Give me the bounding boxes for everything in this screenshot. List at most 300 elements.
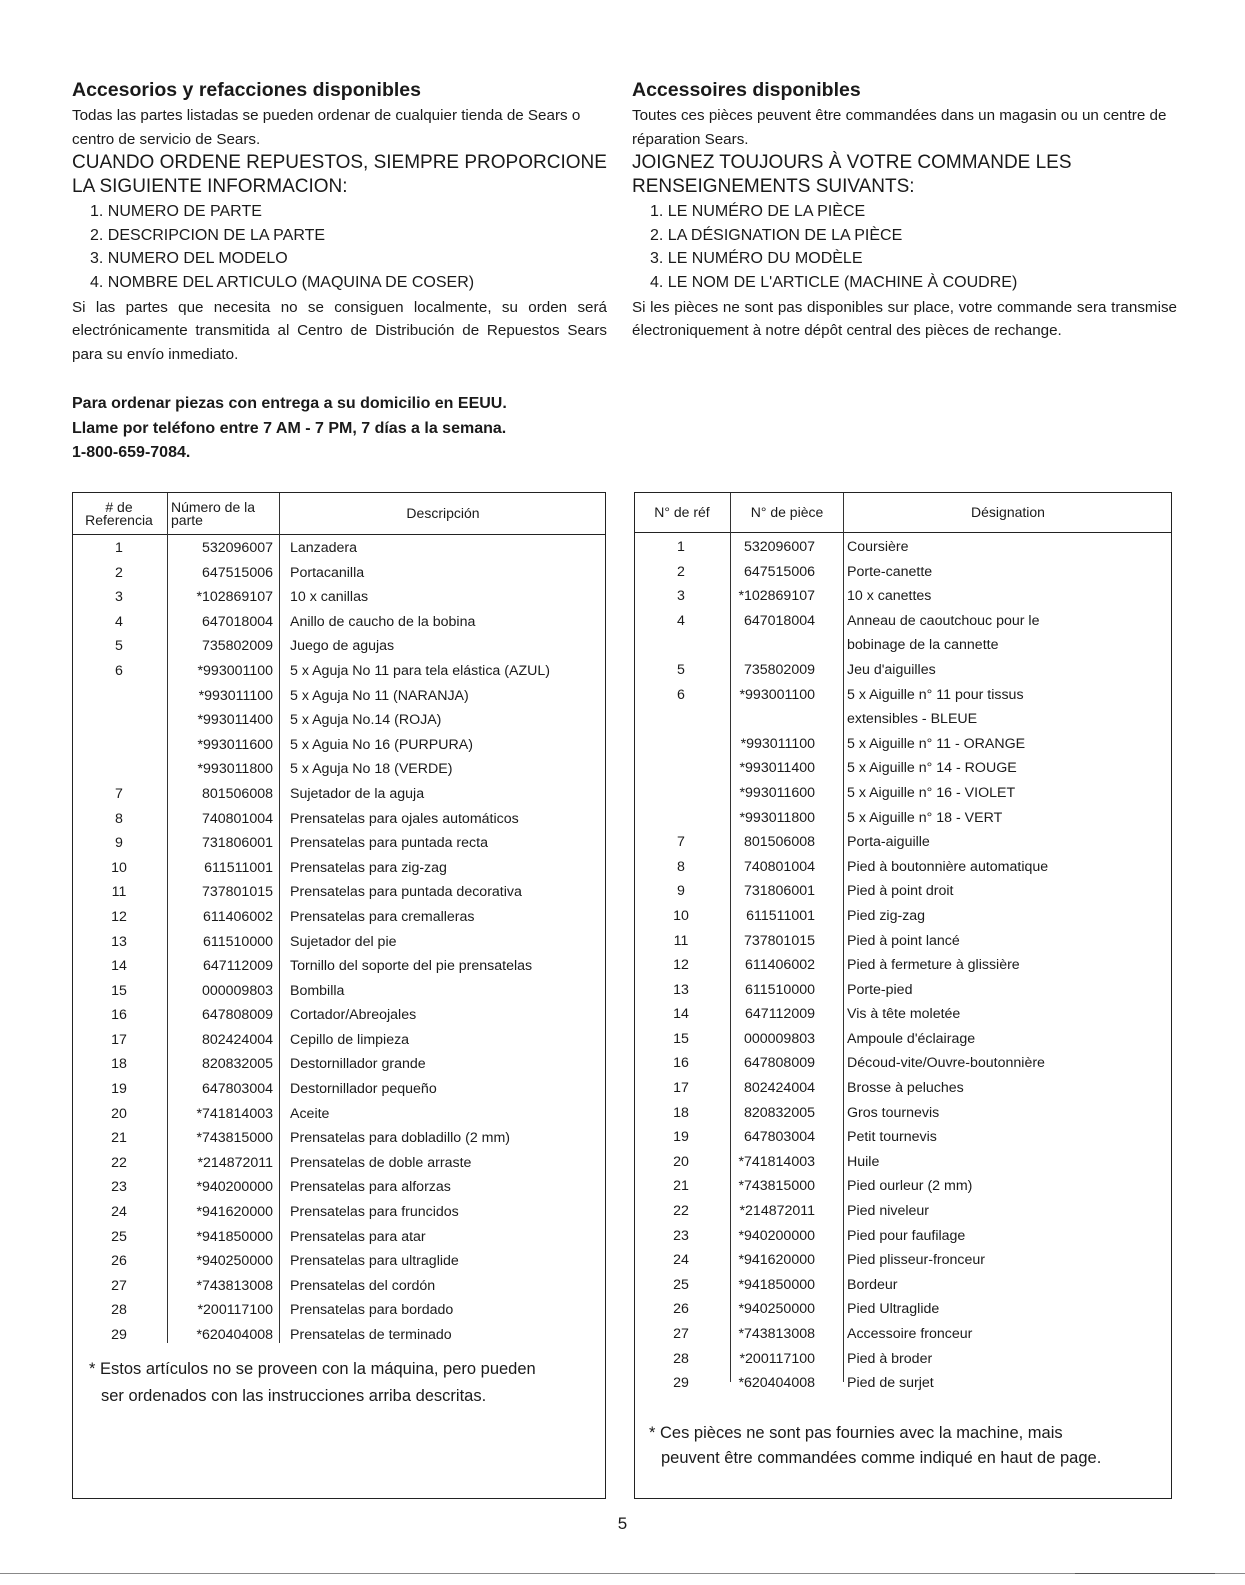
list-item: 1. LE NUMÉRO DE LA PIÈCE (650, 203, 866, 221)
table-row (635, 1002, 1171, 1027)
part-number-cell: 731806001 (201, 835, 273, 852)
description-cell: Juego de agujas (290, 638, 395, 655)
reference-cell: 3 (115, 589, 123, 606)
french-caps-instruction: JOIGNEZ TOUJOURS À VOTRE COMMANDE LES RENSEIGNEMENTS SUIVANTS: (632, 152, 1072, 198)
french-info-list (632, 200, 1177, 294)
part-number-cell: *993001100 (739, 686, 815, 703)
reference-cell: 9 (677, 883, 685, 900)
table-row (635, 1051, 1171, 1076)
spanish-parts-table (72, 492, 606, 1499)
table-row (73, 905, 605, 930)
description-cell: Prensatelas para puntada decorativa (290, 884, 522, 901)
part-number-cell: *941850000 (196, 1228, 273, 1245)
description-cell: Petit tournevis (847, 1129, 937, 1146)
reference-cell: 25 (673, 1276, 689, 1293)
table-row (635, 1322, 1171, 1347)
reference-cell: 14 (673, 1006, 689, 1023)
table-row (635, 806, 1171, 831)
part-number-cell: 820832005 (201, 1056, 273, 1073)
table-row (635, 904, 1171, 929)
description-cell: Pied ourleur (2 mm) (847, 1178, 973, 1195)
table-row (635, 1174, 1171, 1199)
header-reference: # de Referencia (85, 498, 153, 528)
table-row (635, 1371, 1171, 1396)
reference-cell: 5 (677, 661, 685, 678)
reference-cell: 18 (111, 1056, 127, 1073)
reference-cell: 7 (115, 785, 123, 802)
part-number-cell: 647515006 (743, 563, 815, 580)
reference-cell: 13 (111, 933, 127, 950)
french-footnote (649, 1421, 1101, 1471)
description-cell: Sujetador del pie (290, 933, 397, 950)
part-number-cell: *741814003 (738, 1153, 815, 1170)
reference-cell: 10 (111, 859, 127, 876)
part-number-cell: 735802009 (743, 661, 815, 678)
part-number-cell: *214872011 (197, 1154, 273, 1171)
description-cell: Pied à fermeture à glissière (847, 957, 1020, 974)
header-description: Descripción (406, 505, 480, 521)
reference-cell: 8 (677, 858, 685, 875)
table-row (635, 929, 1171, 954)
description-cell: 5 x Aiguille n° 14 - ROUGE (847, 760, 1017, 777)
part-number-cell: *940250000 (196, 1253, 273, 1270)
reference-cell: 17 (673, 1080, 689, 1097)
table-row (73, 1200, 605, 1225)
order-line: Llame por teléfono entre 7 AM - 7 PM, 7 días a la semana. (72, 419, 507, 437)
table-row (73, 1175, 605, 1200)
list-item: 4. NOMBRE DEL ARTICULO (MAQUINA DE COSER) (90, 273, 475, 291)
part-number-cell: *993001100 (197, 662, 273, 679)
part-number-cell: *993011400 (739, 760, 815, 777)
table-row (635, 1101, 1171, 1126)
reference-cell: 1 (115, 540, 123, 556)
reference-cell: 1 (677, 539, 685, 555)
description-cell: Pied à boutonnière automatique (847, 858, 1049, 875)
table-row (73, 1274, 605, 1299)
part-number-cell: *993011800 (197, 761, 273, 778)
spanish-caps-instruction: CUANDO ORDENE REPUESTOS, SIEMPRE PROPORCIONE LA SIGUIENTE INFORMACION: (72, 152, 607, 198)
part-number-cell: *940200000 (738, 1227, 815, 1244)
description-cell: Bordeur (847, 1276, 898, 1293)
reference-cell: 19 (111, 1081, 127, 1098)
part-number-cell: 740801004 (201, 810, 273, 827)
list-item: 2. DESCRIPCION DE LA PARTE (90, 226, 326, 244)
table-row (73, 1077, 605, 1102)
description-cell: 5 x Aguja No 11 para tela elástica (AZUL) (290, 662, 550, 679)
description-cell: 10 x canettes (847, 588, 932, 605)
table-row (73, 536, 605, 561)
reference-cell: 24 (111, 1204, 127, 1221)
header-reference: N° de réf (654, 504, 710, 520)
reference-cell: 4 (115, 613, 123, 630)
part-number-cell: *993011600 (739, 784, 815, 801)
french-intro: Toutes ces pièces peuvent être commandées dans un magasin ou un centre de réparation Sears. (632, 107, 1167, 148)
description-cell: Prensatelas para dobladillo (2 mm) (290, 1130, 511, 1147)
part-number-cell: *743815000 (738, 1178, 815, 1195)
reference-cell: 21 (111, 1130, 127, 1147)
table-row (73, 610, 605, 635)
description-cell: Tornillo del soporte del pie prensatelas (290, 958, 533, 975)
table-row (73, 733, 605, 758)
part-number-cell: 532096007 (201, 540, 273, 556)
table-row (73, 561, 605, 586)
reference-cell: 13 (673, 981, 689, 998)
description-cell: Pied de surjet (847, 1375, 934, 1392)
reference-cell: 17 (111, 1031, 127, 1048)
reference-cell: 19 (673, 1129, 689, 1146)
table-row (73, 634, 605, 659)
reference-cell: 11 (111, 884, 127, 901)
description-cell: Destornillador pequeño (290, 1081, 437, 1098)
table-row (635, 560, 1171, 585)
description-cell: Prensatelas de doble arraste (290, 1154, 472, 1171)
footnote-line: peuvent être commandées comme indiqué en haut de page. (661, 1449, 1102, 1467)
description-cell: Prensatelas para ojales automáticos (290, 810, 519, 827)
description-cell: bobinage de la cannette (847, 637, 999, 654)
part-number-cell: *941620000 (738, 1252, 815, 1269)
table-row (635, 1150, 1171, 1175)
table-row (73, 1102, 605, 1127)
part-number-cell: *743815000 (196, 1130, 273, 1147)
part-number-cell: 820832005 (743, 1104, 815, 1121)
description-cell: Coursière (847, 539, 909, 555)
spanish-intro: Todas las partes listadas se pueden ordenar de cualquier tienda de Sears o centro de servicio de Sears. (72, 107, 581, 148)
table-row (635, 1347, 1171, 1372)
part-number-cell: 000009803 (201, 982, 273, 999)
spanish-title: Accesorios y refacciones disponibles (72, 79, 421, 101)
reference-cell: 14 (111, 958, 127, 975)
description-cell: Porte-canette (847, 563, 933, 580)
part-number-cell: 611511001 (204, 859, 273, 876)
part-number-cell: *993011100 (198, 687, 273, 704)
description-cell: Découd-vite/Ouvre-boutonnière (847, 1055, 1045, 1072)
french-note: Si les pièces ne sont pas disponibles sur place, votre commande sera transmise électroniquement à notre dépôt central des pièces de rechange. (632, 298, 1177, 340)
part-number-cell: 611510000 (203, 933, 273, 950)
part-number-cell: *102869107 (738, 588, 815, 605)
reference-cell: 9 (115, 835, 123, 852)
part-number-cell: 647112009 (745, 1006, 815, 1023)
header-part-number: N° de pièce (750, 504, 824, 520)
reference-cell: 4 (677, 612, 685, 629)
table-row (635, 584, 1171, 609)
part-number-cell: 802424004 (201, 1031, 273, 1048)
description-cell: Pied à point droit (847, 883, 954, 900)
description-cell: Pied à broder (847, 1350, 933, 1367)
reference-cell: 15 (673, 1030, 689, 1047)
table-row (73, 684, 605, 709)
description-cell: 5 x Aguja No 11 (NARANJA) (290, 687, 469, 704)
bottom-rule-accent (1075, 1573, 1215, 1574)
reference-cell: 22 (111, 1154, 127, 1171)
description-cell: Lanzadera (290, 540, 358, 556)
part-number-cell: *620404008 (196, 1327, 273, 1343)
table-row (635, 1248, 1171, 1273)
reference-cell: 8 (115, 810, 123, 827)
table-row (635, 1027, 1171, 1052)
reference-cell: 5 (115, 638, 123, 655)
table-row (635, 879, 1171, 904)
reference-cell: 23 (673, 1227, 689, 1244)
reference-cell: 29 (673, 1375, 689, 1392)
part-number-cell: 611511001 (746, 907, 815, 924)
table-row (635, 1297, 1171, 1322)
list-item: 4. LE NOM DE L'ARTICLE (MACHINE À COUDRE) (650, 273, 1018, 291)
spanish-footnote (89, 1356, 536, 1410)
french-table-body (635, 535, 1171, 1396)
description-cell: Prensatelas para ultraglide (290, 1253, 459, 1270)
part-number-cell: *620404008 (738, 1375, 815, 1392)
part-number-cell: 802424004 (743, 1080, 815, 1097)
description-cell: 5 x Aiguille n° 11 pour tissus (847, 686, 1024, 703)
description-cell: Prensatelas para alforzas (290, 1179, 451, 1196)
table-row (635, 683, 1171, 708)
table-row (635, 535, 1171, 560)
table-row (73, 1298, 605, 1323)
part-number-cell: *743813008 (738, 1326, 815, 1342)
description-cell: Brosse à peluches (847, 1080, 964, 1097)
part-number-cell: 611510000 (745, 981, 815, 998)
description-cell: 5 x Aiguille n° 16 - VIOLET (847, 784, 1016, 801)
description-cell: Prensatelas para puntada recta (290, 835, 488, 852)
french-section (632, 78, 1177, 343)
reference-cell: 24 (673, 1252, 689, 1269)
table-row (73, 1003, 605, 1028)
table-row (635, 756, 1171, 781)
table-row (73, 1225, 605, 1250)
list-item: 1. NUMERO DE PARTE (90, 203, 262, 221)
part-number-cell: *741814003 (196, 1105, 273, 1122)
part-number-cell: 611406002 (745, 957, 815, 974)
description-cell: Pied Ultraglide (847, 1301, 940, 1318)
reference-cell: 21 (673, 1178, 689, 1195)
part-number-cell: 647515006 (201, 564, 273, 581)
description-cell: Porta-aiguille (847, 834, 930, 851)
reference-cell: 25 (111, 1228, 127, 1245)
reference-cell: 10 (673, 907, 689, 924)
reference-cell: 12 (673, 957, 689, 974)
description-cell: Porte-pied (847, 981, 913, 998)
table-row (635, 633, 1171, 658)
reference-cell: 20 (111, 1105, 127, 1122)
part-number-cell: *214872011 (739, 1203, 815, 1220)
description-cell: Ampoule d'éclairage (847, 1030, 976, 1047)
part-number-cell: 647808009 (743, 1055, 815, 1072)
part-number-cell: 801506008 (743, 834, 815, 851)
description-cell: 5 x Aguja No 18 (VERDE) (290, 761, 453, 778)
part-number-cell: *993011600 (197, 736, 273, 753)
table-row (73, 1052, 605, 1077)
part-number-cell: 611406002 (203, 908, 273, 925)
part-number-cell: *743813008 (196, 1277, 273, 1294)
description-cell: Sujetador de la aguja (290, 785, 425, 802)
description-cell: Pied zig-zag (847, 907, 926, 924)
order-line: Para ordenar piezas con entrega a su domicilio en EEUU. (72, 395, 507, 412)
table-row (73, 831, 605, 856)
table-row (73, 659, 605, 684)
reference-cell: 6 (677, 686, 685, 703)
part-number-cell: *102869107 (196, 589, 273, 606)
part-number-cell: *941850000 (738, 1276, 815, 1293)
table-row (635, 1224, 1171, 1249)
table-row (73, 1151, 605, 1176)
part-number-cell: *941620000 (196, 1204, 273, 1221)
order-by-phone (72, 392, 632, 466)
description-cell: Prensatelas del cordón (290, 1277, 436, 1294)
reference-cell: 22 (673, 1203, 689, 1220)
description-cell: Accessoire fronceur (847, 1326, 973, 1342)
part-number-cell: 740801004 (743, 858, 815, 875)
description-cell: 10 x canillas (290, 589, 369, 606)
part-number-cell: 647803004 (201, 1081, 273, 1098)
footnote-line: * Estos artículos no se proveen con la máquina, pero pueden (89, 1360, 536, 1378)
part-number-cell: *993011100 (740, 735, 815, 752)
table-row (635, 830, 1171, 855)
reference-cell: 7 (677, 834, 685, 851)
spanish-table-body (73, 536, 605, 1348)
footnote-line: * Ces pièces ne sont pas fournies avec la machine, mais (649, 1424, 1063, 1442)
part-number-cell: 647112009 (203, 958, 273, 975)
description-cell: Huile (847, 1153, 880, 1170)
table-row (73, 1323, 605, 1348)
description-cell: 5 x Aguja No.14 (ROJA) (290, 712, 442, 729)
part-number-cell: *200117100 (739, 1350, 815, 1367)
table-row (635, 781, 1171, 806)
part-number-cell: *200117100 (197, 1302, 273, 1319)
part-number-cell: 647018004 (201, 613, 273, 630)
description-cell: Vis à tête moletée (847, 1006, 961, 1023)
part-number-cell: 647018004 (743, 612, 815, 629)
reference-cell: 3 (677, 588, 685, 605)
footnote-line: ser ordenados con las instrucciones arriba descritas. (101, 1387, 487, 1405)
description-cell: Gros tournevis (847, 1104, 940, 1121)
description-cell: Bombilla (290, 982, 345, 999)
reference-cell: 6 (115, 662, 123, 679)
description-cell: Jeu d'aiguilles (847, 661, 936, 678)
part-number-cell: *940200000 (196, 1179, 273, 1196)
reference-cell: 2 (677, 563, 685, 580)
table-row (73, 782, 605, 807)
table-row (635, 978, 1171, 1003)
table-row (635, 855, 1171, 880)
table-row (73, 757, 605, 782)
table-row (635, 1199, 1171, 1224)
description-cell: extensibles - BLEUE (847, 711, 978, 728)
spanish-section (72, 78, 607, 366)
list-item: 2. LA DÉSIGNATION DE LA PIÈCE (650, 226, 903, 244)
table-row (635, 1125, 1171, 1150)
description-cell: Pied niveleur (847, 1203, 930, 1220)
description-cell: Portacanilla (290, 564, 365, 581)
description-cell: 5 x Aiguille n° 18 - VERT (847, 809, 1003, 826)
description-cell: Cortador/Abreojales (290, 1007, 417, 1024)
description-cell: Prensatelas de terminado (290, 1327, 452, 1343)
reference-cell: 20 (673, 1153, 689, 1170)
description-cell: Prensatelas para fruncidos (290, 1204, 459, 1221)
description-cell: Destornillador grande (290, 1056, 426, 1073)
reference-cell: 23 (111, 1179, 127, 1196)
bottom-rule (0, 1573, 1245, 1574)
description-cell: Prensatelas para zig-zag (290, 859, 447, 876)
description-cell: Prensatelas para cremalleras (290, 908, 475, 925)
table-row (73, 880, 605, 905)
table-row (635, 658, 1171, 683)
reference-cell: 15 (111, 982, 127, 999)
description-cell: Cepillo de limpieza (290, 1031, 410, 1048)
table-row (73, 930, 605, 955)
description-cell: 5 x Aiguille n° 11 - ORANGE (847, 735, 1026, 752)
description-cell: Prensatelas para atar (290, 1228, 426, 1245)
table-row (635, 707, 1171, 732)
table-row (73, 954, 605, 979)
part-number-cell: 532096007 (743, 539, 815, 555)
table-row (635, 1076, 1171, 1101)
table-row (73, 585, 605, 610)
reference-cell: 11 (673, 932, 689, 949)
header-description: Désignation (971, 504, 1045, 520)
reference-cell: 16 (111, 1007, 127, 1024)
list-item: 3. LE NUMÉRO DU MODÈLE (650, 250, 863, 268)
table-row (73, 708, 605, 733)
description-cell: Pied à point lancé (847, 932, 960, 949)
reference-cell: 12 (111, 908, 127, 925)
reference-cell: 27 (111, 1277, 127, 1294)
reference-cell: 18 (673, 1104, 689, 1121)
table-row (635, 609, 1171, 634)
reference-cell: 26 (111, 1253, 127, 1270)
french-title: Accessoires disponibles (632, 79, 861, 101)
table-row (73, 807, 605, 832)
table-header (635, 493, 1171, 533)
description-cell: 5 x Aguia No 16 (PURPURA) (290, 736, 473, 753)
spanish-info-list (72, 200, 607, 294)
part-number-cell: 737801015 (743, 932, 815, 949)
description-cell: Pied plisseur-fronceur (847, 1252, 985, 1269)
part-number-cell: 647803004 (743, 1129, 815, 1146)
description-cell: Prensatelas para bordado (290, 1302, 454, 1319)
page-number: 5 (617, 1514, 628, 1533)
part-number-cell: 737801015 (201, 884, 273, 901)
reference-cell: 28 (111, 1302, 127, 1319)
part-number-cell: *993011400 (197, 712, 273, 729)
reference-cell: 2 (115, 564, 123, 581)
part-number-cell: *940250000 (738, 1301, 815, 1318)
reference-cell: 27 (673, 1326, 689, 1342)
reference-cell: 16 (673, 1055, 689, 1072)
part-number-cell: 731806001 (743, 883, 815, 900)
description-cell: Pied pour faufilage (847, 1227, 966, 1244)
table-row (73, 1249, 605, 1274)
table-row (635, 732, 1171, 757)
header-part-number: Número de la parte (171, 498, 256, 528)
description-cell: Aceite (290, 1105, 330, 1122)
table-row (73, 856, 605, 881)
reference-cell: 28 (673, 1350, 689, 1367)
spanish-note: Si las partes que necesita no se consiguen localmente, su orden será electrónicamente transmitida al Centro de Distribución de Repuestos Sears para su envío inmediato. (72, 298, 607, 363)
part-number-cell: *993011800 (739, 809, 815, 826)
part-number-cell: 801506008 (201, 785, 273, 802)
table-row (73, 979, 605, 1004)
order-phone-number: 1-800-659-7084. (72, 444, 191, 461)
part-number-cell: 735802009 (201, 638, 273, 655)
table-row (73, 1126, 605, 1151)
table-header (73, 493, 605, 535)
table-row (73, 1028, 605, 1053)
table-row (635, 1273, 1171, 1298)
description-cell: Anneau de caoutchouc pour le (847, 612, 1040, 629)
part-number-cell: 000009803 (743, 1030, 815, 1047)
reference-cell: 29 (111, 1327, 127, 1343)
reference-cell: 26 (673, 1301, 689, 1318)
